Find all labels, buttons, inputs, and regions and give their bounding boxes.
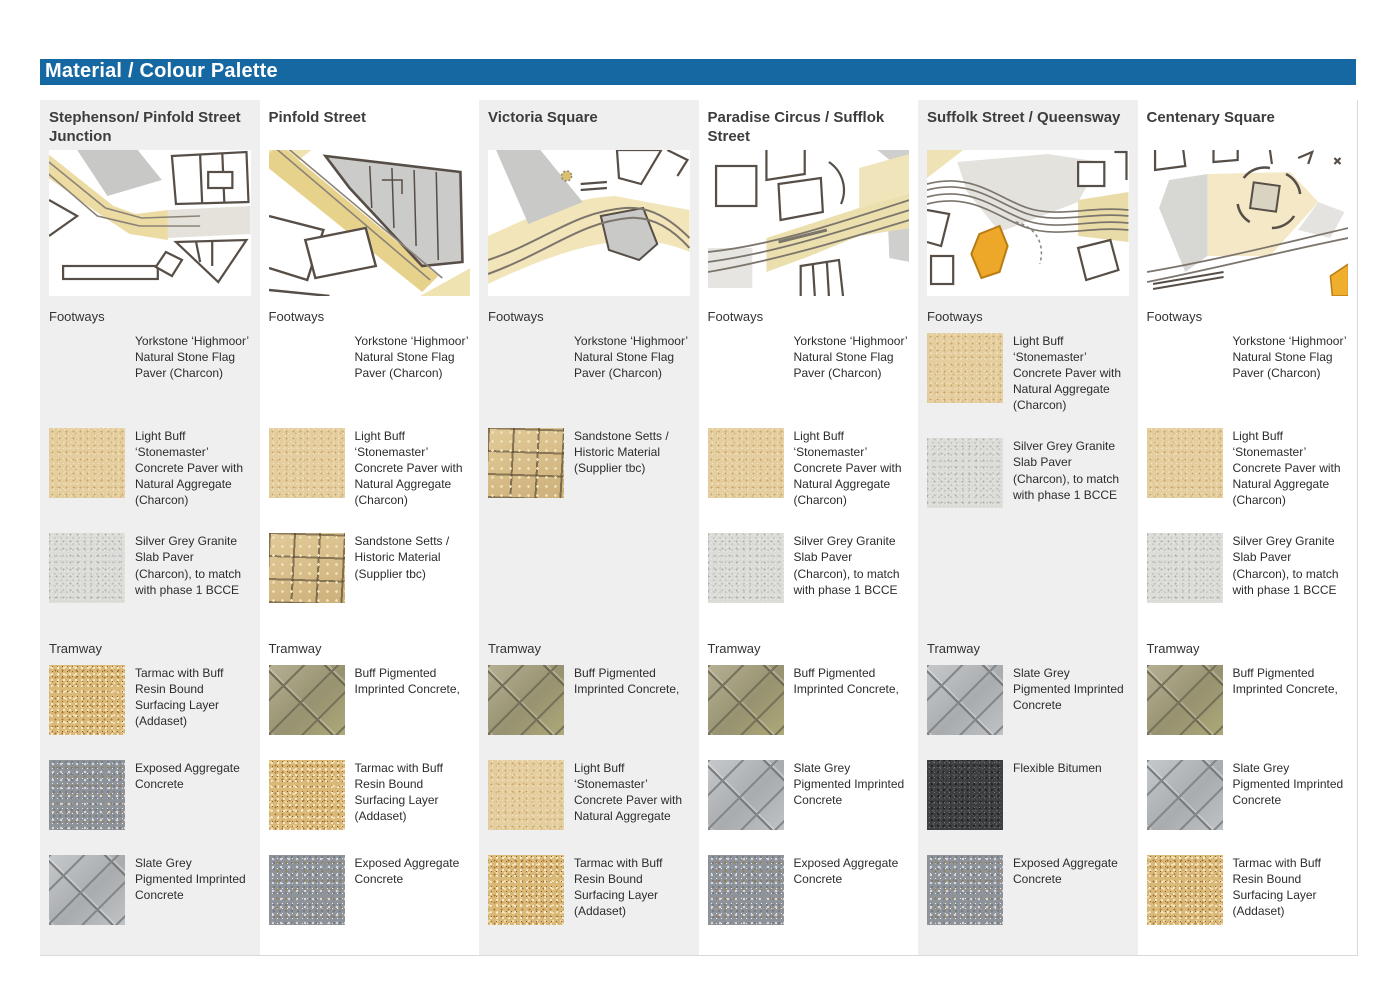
tramway-section [488, 641, 690, 925]
map-sketch [708, 150, 910, 296]
light-buff-swatch [708, 428, 784, 498]
material-row [927, 333, 1129, 413]
footways-section [708, 309, 910, 641]
footways-label: Footways [927, 309, 983, 324]
footways-label: Footways [707, 309, 764, 324]
material-row [269, 428, 471, 508]
material-row [269, 760, 471, 830]
material-row [708, 855, 910, 925]
material-row [927, 438, 1129, 508]
tramway-label: Tramway [927, 641, 980, 656]
material-label: Sandstone Setts / Historic Material (Supplier tbc) [574, 429, 669, 476]
material-label: Tarmac with Buff Resin Bound Surfacing Layer (Addaset) [1232, 856, 1321, 919]
material-label: Slate Grey Pigmented Imprinted Concrete [793, 761, 905, 808]
column-title: Pinfold Street [268, 109, 367, 126]
material-row [708, 333, 910, 403]
column-title: Paradise Circus / Sufflok Street [707, 109, 885, 146]
material-row [269, 533, 471, 603]
silver-granite-swatch [927, 438, 1003, 508]
material-label: Buff Pigmented Imprinted Concrete, [1232, 666, 1338, 697]
slate-imprinted-swatch [49, 855, 125, 925]
street-column [40, 100, 260, 955]
exposed-aggregate-swatch [708, 855, 784, 925]
column-title: Stephenson/ Pinfold Street Junction [49, 109, 241, 146]
sandstone-setts-swatch [488, 428, 564, 498]
material-row [488, 333, 690, 403]
tramway-label: Tramway [1146, 641, 1200, 656]
map-sketch [269, 150, 471, 296]
column-title: Victoria Square [488, 109, 598, 126]
footways-section [1147, 309, 1349, 641]
material-row [708, 533, 910, 603]
exposed-aggregate-swatch [49, 760, 125, 830]
material-label: Exposed Aggregate Concrete [1013, 856, 1118, 887]
material-row [488, 760, 690, 830]
material-row [269, 333, 471, 403]
material-label: Light Buff ‘Stonemaster’ Concrete Paver with Natural Aggregate (Charcon) [1013, 334, 1122, 413]
tarmac-resin-swatch [1147, 855, 1223, 925]
material-label: Buff Pigmented Imprinted Concrete, [354, 666, 460, 697]
buff-imprinted-swatch [1147, 665, 1223, 735]
material-row [49, 533, 251, 603]
map-sketch [927, 150, 1129, 296]
material-label: Exposed Aggregate Concrete [135, 761, 240, 792]
silver-granite-swatch [49, 533, 125, 603]
tarmac-resin-swatch [488, 855, 564, 925]
light-buff-swatch [1147, 428, 1223, 498]
buff-imprinted-swatch [269, 665, 345, 735]
silver-granite-swatch [1147, 533, 1223, 603]
material-row [488, 428, 690, 498]
material-row [1147, 533, 1349, 603]
yorkstone-swatch [708, 333, 784, 403]
material-label: Exposed Aggregate Concrete [354, 856, 460, 887]
slate-imprinted-swatch [708, 760, 784, 830]
palette-columns [40, 100, 1358, 956]
map-sketch [1147, 150, 1349, 296]
footways-label: Footways [268, 309, 325, 324]
material-row [49, 428, 251, 508]
material-label: Exposed Aggregate Concrete [793, 856, 899, 887]
material-label: Yorkstone ‘Highmoor’ Natural Stone Flag Paver (Charcon) [1232, 334, 1347, 381]
material-label: Tarmac with Buff Resin Bound Surfacing Layer (Addaset) [574, 856, 663, 919]
material-label: Yorkstone ‘Highmoor’ Natural Stone Flag Paver (Charcon) [793, 334, 908, 381]
slate-imprinted-swatch [927, 665, 1003, 735]
street-column [699, 100, 919, 955]
bitumen-swatch [927, 760, 1003, 830]
material-row [49, 665, 251, 735]
yorkstone-swatch [269, 333, 345, 403]
map-sketch [488, 150, 690, 296]
footways-label: Footways [49, 309, 105, 324]
material-label: Light Buff ‘Stonemaster’ Concrete Paver with Natural Aggregate (Charcon) [354, 429, 463, 508]
street-column [479, 100, 699, 955]
tramway-label: Tramway [707, 641, 761, 656]
buff-imprinted-swatch [488, 665, 564, 735]
street-column [1138, 100, 1358, 955]
tramway-label: Tramway [49, 641, 102, 656]
material-label: Slate Grey Pigmented Imprinted Concrete [1232, 761, 1344, 808]
street-column [918, 100, 1138, 955]
tramway-label: Tramway [268, 641, 322, 656]
material-row [269, 665, 471, 735]
material-row [1147, 855, 1349, 925]
page-title: Material / Colour Palette [45, 60, 278, 82]
slate-imprinted-swatch [1147, 760, 1223, 830]
yorkstone-swatch [488, 333, 564, 403]
material-label: Yorkstone ‘Highmoor’ Natural Stone Flag Paver (Charcon) [354, 334, 469, 381]
page-title-bar [40, 59, 1356, 85]
yorkstone-swatch [1147, 333, 1223, 403]
light-buff-swatch [49, 428, 125, 498]
material-row [708, 760, 910, 830]
tramway-section [708, 641, 910, 925]
footways-section [488, 309, 690, 641]
material-label: Flexible Bitumen [1013, 761, 1102, 775]
material-label: Tarmac with Buff Resin Bound Surfacing Layer (Addaset) [135, 666, 224, 729]
material-row [1147, 333, 1349, 403]
column-title: Suffolk Street / Queensway [927, 109, 1121, 126]
material-label: Light Buff ‘Stonemaster’ Concrete Paver with Natural Aggregate (Charcon) [1232, 429, 1341, 508]
material-label: Light Buff ‘Stonemaster’ Concrete Paver with Natural Aggregate (Charcon) [793, 429, 902, 508]
exposed-aggregate-swatch [927, 855, 1003, 925]
street-column [260, 100, 480, 955]
material-row [927, 760, 1129, 830]
material-row [49, 855, 251, 925]
sandstone-setts-swatch [269, 533, 345, 603]
material-label: Silver Grey Granite Slab Paver (Charcon), to match with phase 1 BCCE [793, 534, 900, 597]
footways-section [927, 309, 1129, 641]
material-row [488, 855, 690, 925]
material-label: Light Buff ‘Stonemaster’ Concrete Paver with Natural Aggregate [574, 761, 683, 824]
material-label: Buff Pigmented Imprinted Concrete, [793, 666, 899, 697]
material-label: Silver Grey Granite Slab Paver (Charcon), to match with phase 1 BCCE [1232, 534, 1339, 597]
footways-section [49, 309, 251, 641]
tramway-section [927, 641, 1129, 925]
column-title: Centenary Square [1146, 109, 1275, 126]
material-label: Slate Grey Pigmented Imprinted Concrete [1013, 666, 1124, 713]
material-label: Silver Grey Granite Slab Paver (Charcon), to match with phase 1 BCCE [135, 534, 242, 597]
material-row [488, 665, 690, 735]
footways-section [269, 309, 471, 641]
tramway-label: Tramway [488, 641, 541, 656]
silver-granite-swatch [708, 533, 784, 603]
material-label: Sandstone Setts / Historic Material (Supplier tbc) [354, 534, 450, 581]
buff-imprinted-swatch [708, 665, 784, 735]
tarmac-resin-swatch [269, 760, 345, 830]
material-row [49, 333, 251, 403]
material-row [1147, 760, 1349, 830]
material-row [708, 665, 910, 735]
yorkstone-swatch [49, 333, 125, 403]
tramway-section [1147, 641, 1349, 925]
material-row [1147, 665, 1349, 735]
material-row [269, 855, 471, 925]
footways-label: Footways [488, 309, 544, 324]
tramway-section [49, 641, 251, 925]
material-row [708, 428, 910, 508]
material-label: Yorkstone ‘Highmoor’ Natural Stone Flag Paver (Charcon) [574, 334, 688, 381]
material-row [927, 855, 1129, 925]
material-row [49, 760, 251, 830]
material-label: Tarmac with Buff Resin Bound Surfacing Layer (Addaset) [354, 761, 443, 824]
footways-label: Footways [1146, 309, 1203, 324]
material-row [927, 665, 1129, 735]
material-label: Light Buff ‘Stonemaster’ Concrete Paver with Natural Aggregate (Charcon) [135, 429, 244, 508]
light-buff-swatch [927, 333, 1003, 403]
material-label: Slate Grey Pigmented Imprinted Concrete [135, 856, 246, 903]
tramway-section [269, 641, 471, 925]
map-sketch [49, 150, 251, 296]
material-row [1147, 428, 1349, 508]
tarmac-resin-swatch [49, 665, 125, 735]
material-label: Yorkstone ‘Highmoor’ Natural Stone Flag Paver (Charcon) [135, 334, 249, 381]
material-label: Buff Pigmented Imprinted Concrete, [574, 666, 680, 697]
exposed-aggregate-swatch [269, 855, 345, 925]
light-buff-swatch [488, 760, 564, 830]
light-buff-swatch [269, 428, 345, 498]
material-label: Silver Grey Granite Slab Paver (Charcon), to match with phase 1 BCCE [1013, 439, 1120, 502]
